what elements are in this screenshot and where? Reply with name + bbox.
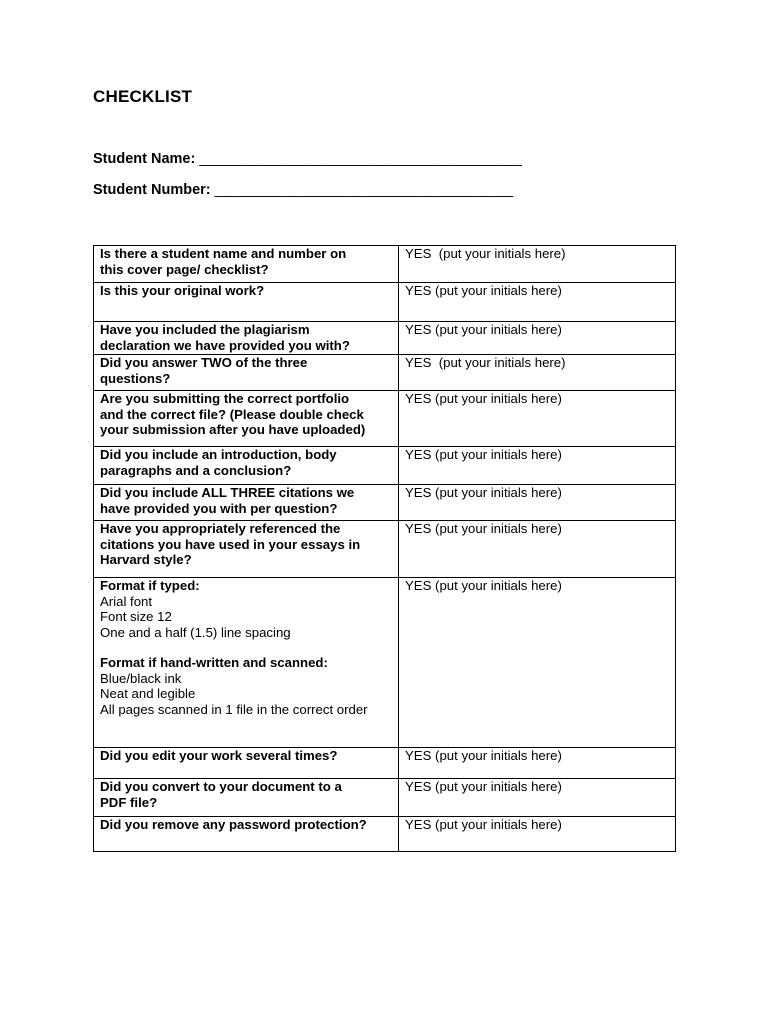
format-cell xyxy=(94,578,399,748)
student-number-label: Student Number: xyxy=(93,182,211,198)
format-scanned-line: Neat and legible xyxy=(100,686,196,701)
student-name-field xyxy=(93,151,522,167)
question-text: Did you convert to your document to a PDF file? xyxy=(100,779,342,810)
page-title: CHECKLIST xyxy=(93,87,193,106)
student-name-line: ________________________________________ xyxy=(195,151,522,167)
answer-text: YES (put your initials here) xyxy=(405,779,562,794)
format-typed-line: Font size 12 xyxy=(100,609,172,624)
table-row xyxy=(94,391,676,447)
answer-text: YES (put your initials here) xyxy=(405,355,566,370)
format-scanned-heading: Format if hand-written and scanned: xyxy=(100,655,328,670)
format-typed-line: Arial font xyxy=(100,593,153,609)
answer-text: YES (put your initials here) xyxy=(405,578,562,593)
answer-text: YES (put your initials here) xyxy=(405,322,562,337)
answer-cell xyxy=(399,748,676,779)
student-number-line: _____________________________________ xyxy=(210,182,514,198)
table-row xyxy=(94,521,676,578)
answer-cell xyxy=(399,322,676,355)
question-text: Did you include ALL THREE citations we have provided you with per question? xyxy=(100,485,355,516)
table-row xyxy=(94,748,676,779)
question-cell xyxy=(94,322,399,355)
answer-text: YES (put your initials here) xyxy=(405,246,566,261)
table-row xyxy=(94,246,676,283)
table-row xyxy=(94,355,676,391)
answer-cell xyxy=(399,578,676,748)
format-typed-heading: Format if typed: xyxy=(100,578,200,593)
answer-text: YES (put your initials here) xyxy=(405,485,562,500)
question-text: Did you answer TWO of the three questions? xyxy=(100,355,308,386)
answer-cell xyxy=(399,817,676,852)
answer-cell xyxy=(399,283,676,322)
question-cell xyxy=(94,391,399,447)
question-cell xyxy=(94,779,399,817)
answer-cell xyxy=(399,447,676,485)
question-text: Is this your original work? xyxy=(100,283,265,298)
format-scanned-line: All pages scanned in 1 file in the correct order xyxy=(100,701,368,717)
answer-text: YES (put your initials here) xyxy=(405,391,562,406)
table-row xyxy=(94,447,676,485)
answer-cell xyxy=(399,246,676,283)
question-text: Did you remove any password protection? xyxy=(100,817,367,832)
table-row xyxy=(94,817,676,852)
table-row xyxy=(94,578,676,748)
format-typed-line: One and a half (1.5) line spacing xyxy=(100,624,291,640)
answer-cell xyxy=(399,355,676,391)
question-text: Did you include an introduction, body paragraphs and a conclusion? xyxy=(100,447,337,478)
table-row xyxy=(94,779,676,817)
question-text: Are you submitting the correct portfolio and the correct file? (Please double check your submission after you have uploaded) xyxy=(100,391,366,437)
student-number-field xyxy=(93,182,513,198)
answer-text: YES (put your initials here) xyxy=(405,521,562,536)
answer-cell xyxy=(399,391,676,447)
checklist-table xyxy=(93,245,676,852)
answer-cell xyxy=(399,779,676,817)
answer-text: YES (put your initials here) xyxy=(405,748,562,763)
answer-cell xyxy=(399,521,676,578)
question-cell xyxy=(94,447,399,485)
question-cell xyxy=(94,521,399,578)
spacer xyxy=(100,640,392,655)
question-cell xyxy=(94,246,399,283)
answer-cell xyxy=(399,485,676,521)
question-cell xyxy=(94,355,399,391)
question-text: Is there a student name and number on this cover page/ checklist? xyxy=(100,246,347,277)
question-cell xyxy=(94,485,399,521)
answer-text: YES (put your initials here) xyxy=(405,817,562,832)
answer-text: YES (put your initials here) xyxy=(405,447,562,462)
question-cell xyxy=(94,817,399,852)
question-cell xyxy=(94,283,399,322)
table-row xyxy=(94,322,676,355)
question-cell xyxy=(94,748,399,779)
format-scanned-line: Blue/black ink xyxy=(100,670,182,686)
student-name-label: Student Name: xyxy=(93,151,196,167)
table-row xyxy=(94,485,676,521)
answer-text: YES (put your initials here) xyxy=(405,283,562,298)
table-row xyxy=(94,283,676,322)
question-text: Have you included the plagiarism declaration we have provided you with? xyxy=(100,322,350,353)
question-text: Have you appropriately referenced the citations you have used in your essays in Harvard style? xyxy=(100,521,361,567)
question-text: Did you edit your work several times? xyxy=(100,748,338,763)
